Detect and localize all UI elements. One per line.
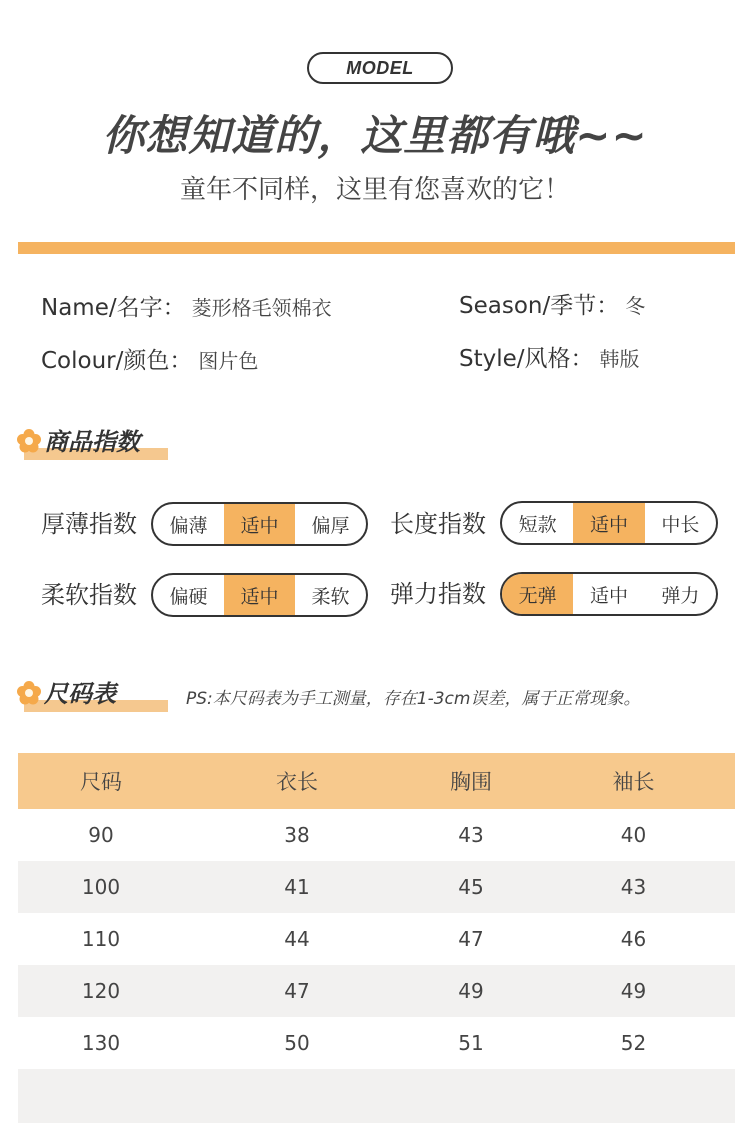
table-cell: 41 — [284, 875, 310, 899]
table-header-cell: 衣长 — [276, 770, 318, 794]
info-name-label: Name/名字： — [41, 295, 186, 321]
size-note: PS:本尺码表为手工测量，存在1-3cm误差，属于正常现象。 — [186, 689, 641, 709]
index-option: 偏薄 — [169, 514, 208, 537]
table-cell: 38 — [284, 823, 310, 847]
table-empty-row — [18, 1069, 735, 1123]
table-cell: 130 — [81, 1031, 121, 1055]
index-option: 弹力 — [661, 584, 700, 607]
table-cell: 40 — [620, 823, 647, 847]
table-cell: 52 — [620, 1031, 647, 1055]
table-cell: 90 — [88, 823, 114, 847]
index-section-header — [16, 424, 168, 464]
table-cell: 45 — [458, 875, 484, 899]
index-label-elasticity: 弹力指数 — [390, 580, 486, 608]
info-style-value: 韩版 — [599, 347, 640, 371]
info-season-value: 冬 — [625, 294, 646, 318]
table-cell: 50 — [284, 1031, 310, 1055]
table-header-cell: 胸围 — [450, 770, 492, 794]
size-section-header — [16, 676, 168, 716]
table-cell: 49 — [620, 979, 647, 1003]
model-badge — [307, 52, 453, 84]
info-name-value: 菱形格毛领棉衣 — [191, 296, 332, 320]
index-label-softness: 柔软指数 — [41, 581, 137, 609]
index-option-selected: 适中 — [224, 575, 295, 615]
info-name — [41, 292, 332, 324]
index-label-thickness: 厚薄指数 — [41, 510, 137, 538]
table-row — [18, 965, 735, 1017]
flower-icon — [16, 680, 42, 706]
divider-bar — [18, 242, 735, 254]
size-section-title: 尺码表 — [44, 680, 116, 708]
info-season — [459, 290, 645, 322]
table-cell: 120 — [81, 979, 121, 1003]
table-row — [18, 1017, 735, 1069]
table-cell: 110 — [81, 927, 121, 951]
table-cell: 51 — [458, 1031, 484, 1055]
table-row — [18, 913, 735, 965]
table-cell: 46 — [620, 927, 647, 951]
index-option: 偏硬 — [169, 585, 208, 608]
table-cell: 49 — [458, 979, 484, 1003]
info-season-label: Season/季节： — [459, 293, 620, 319]
size-table — [18, 753, 735, 1123]
page-subtitle: 童年不同样，这里有您喜欢的它！ — [179, 175, 570, 205]
table-row — [18, 809, 735, 861]
table-cell: 43 — [620, 875, 647, 899]
index-option: 柔软 — [311, 585, 350, 608]
index-option: 适中 — [589, 584, 628, 607]
table-header-row — [18, 753, 735, 809]
index-option-selected: 适中 — [224, 504, 295, 544]
flower-icon — [16, 428, 42, 454]
info-colour-label: Colour/颜色： — [41, 348, 193, 374]
index-scale-thickness — [151, 502, 368, 546]
index-section-title: 商品指数 — [44, 428, 140, 456]
index-scale-length — [500, 501, 718, 545]
info-style — [459, 343, 640, 375]
page-title: 你想知道的，这里都有哦~~ — [102, 111, 648, 160]
table-header-cell: 袖长 — [612, 770, 655, 794]
info-colour-value: 图片色 — [198, 349, 259, 373]
info-style-label: Style/风格： — [459, 346, 594, 372]
table-cell: 47 — [284, 979, 310, 1003]
index-label-length: 长度指数 — [390, 510, 486, 538]
index-scale-softness — [151, 573, 368, 617]
table-cell: 100 — [81, 875, 121, 899]
table-cell: 43 — [458, 823, 484, 847]
index-scale-elasticity — [500, 572, 718, 616]
model-badge-label: MODEL — [346, 57, 414, 78]
table-cell: 47 — [458, 927, 484, 951]
info-colour — [41, 345, 258, 377]
table-cell: 44 — [284, 927, 310, 951]
index-option-selected: 适中 — [573, 503, 644, 543]
index-option-selected: 无弹 — [502, 574, 573, 614]
index-option: 偏厚 — [311, 514, 350, 537]
index-option: 中长 — [661, 513, 700, 536]
index-option: 短款 — [518, 513, 557, 536]
table-header-cell: 尺码 — [80, 770, 122, 794]
table-row — [18, 861, 735, 913]
